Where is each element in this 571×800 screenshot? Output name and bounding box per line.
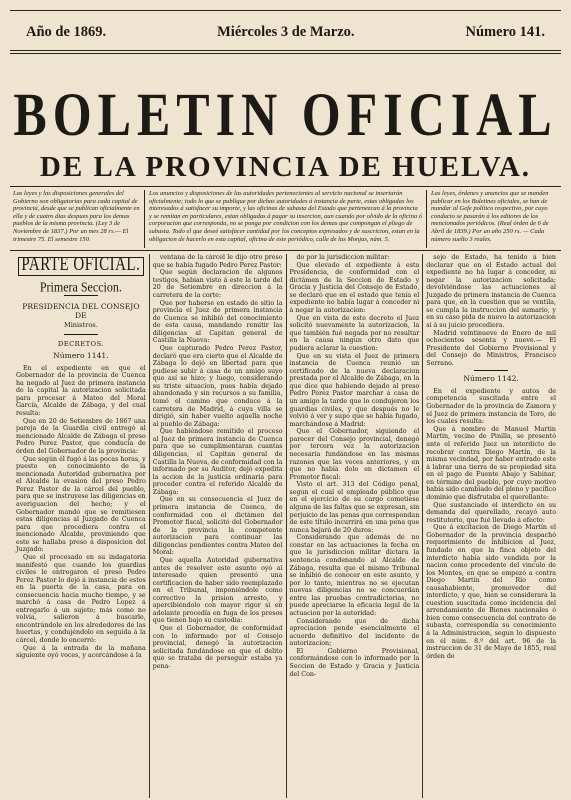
paragraph: En el expediente y autos de competencia suscitada entre el Gobernador de la provincia de Zamora y el Juez de primera instancia de Toro, de los cuales resulta: bbox=[426, 387, 556, 426]
paragraph: Que capturado Pedro Perez Pastor, declaró que era cierto que el Alcalde de Zábaga lo dejó en libertad para que pudiese subir á casa de un amigo suyo que así se hizo; y luego, considerando su triste situacion, pues había dejado abandonada y sin recursos a su familia, tomó el camino que conduce á la carretera de Madrid, á cuya villa se dirigió, sin haber vuelto aquella noche al pueblo de Zábaga: bbox=[152, 345, 283, 428]
column-2 bbox=[149, 254, 286, 798]
section-divider bbox=[64, 295, 98, 296]
paragraph: Que el Gobernador, de conformidad con lo informado por el Consejo provincial, denegó la autorizacion solicitada fundándose en que el delito que se trataba de perseguir estaba ya pena- bbox=[152, 625, 283, 670]
paragraph: Que á nombre de Manuel Martin Martin, vecino de Pinilla, se presentó ante el referido Juez un interdicto de recobrar contra Diego Martín, de la misma vecindad, por haber entrado este á labrar una tierra de su propiedad sita en el pago de Fuente Abajo y Sabinar, en término del pueblo, por cuyo motivo había sido cambiado del pleno y pacífico dominio que disfrutaba el querellante: bbox=[426, 425, 556, 501]
ministry-subheading: Ministros. bbox=[63, 321, 98, 330]
section-title: Primera Seccion. bbox=[39, 278, 122, 295]
paragraph: Que á la entrada de la mañana siguiente oyó voces, y acercándose á la bbox=[16, 644, 146, 660]
decree-number: Número 1141. bbox=[53, 351, 109, 361]
header-rule-double bbox=[10, 53, 561, 54]
paragraph: Madrid veintinueve de Enero de mil ochocientos sesenta y nueve.— El Presidente del Gobierno Provisional y del Consejo de Ministros, Francisco Serrano. bbox=[426, 329, 556, 367]
decree-number: Número 1142. bbox=[463, 374, 519, 384]
issue-header bbox=[10, 14, 561, 50]
ministry-heading: PRESIDENCIA DEL CONSEJO DE bbox=[22, 302, 140, 321]
paragraph: Que á excitacion de Diego Martín el Gobernador de la provincia despachó requerimiento de inhibicion al Juez, fundado en que la finca objeto del interdicto había sido vendida por la nacion como procedente del vinculo de los Montes, en que se empezó a contra Diego Martín del Río como causahabiente, promovedor del interdicto, y que, bien se considerara la cuestion suscitada como incidencia del arrendamiento de Bienes nacionales ó bien como consecuencia del contrato de subasta, correspondía su conocimiento á la Administracion, segun lo dispuesto en el núm. 8.º del art. 96 de la instruccion de 31 de Mayo de 1855, real órden de bbox=[426, 524, 556, 660]
paragraph: Que según declaracion de algunos testigos, habian visto á este la tarde del 20 de Setiembre en direccion á la carretera de la corte: bbox=[152, 269, 283, 299]
parte-oficial-box bbox=[18, 254, 144, 276]
paragraph: Que el Gobernador, siguiendo el parecer del Consejo provincial, denegó por tercera vez la autorizacion necesaria fundándose en las mismas razones que las veces anteriores, y en que no había dolo en dictamen el Promotor fiscal: bbox=[289, 428, 420, 481]
notice-left: Las leyes y las disposiciones generales del Gobierno son obligatorias para cada capital de provincia, desde que se publican oficialmente en ella y de cuatro dias despues para los demas pueblos de la misma provincia. (Ley 3 de Noviembre de 1837.) Por un mes 28 rs.— El trimestre 75. El semestre 150. bbox=[13, 190, 140, 243]
paragraph: Que según él fugó á las pocas horas, y puesto en conocimiento de la mencionada Autoridad gubernativa por el Alcalde la evasion del preso Pedro Perez Pastor de la cárcel del pueblo, para que se instruyese las diligencias en averiguacion del hecho; y el Gobernador mandó que se remitiesen estas diligencias al Juzgado de Cuenca para que procediera contra el mencionado Alcalde, previniendo que este se hallaba preso á disposicion del Juzgado: bbox=[16, 455, 146, 554]
issue-number: Número 141. bbox=[465, 23, 545, 40]
paragraph: En el expediente en que el Gobernador de la provincia de Cuenca ha negado al Juez de primera instancia de la capital la autorizacion solicitada para procesar á Mateo del Moral García, Alcalde de Zábaga, y del cual resulta: bbox=[16, 364, 146, 418]
paragraph: Que en su consecuencia el Juez de primera instancia de Cuenca, de conformidad con el dictámen del Promotor fiscal, solicitó del Gobernador de la provincia la competente autorizacion para continuar las diligencias pendientes contra Mateo del Moral: bbox=[152, 496, 283, 557]
column-1 bbox=[13, 254, 149, 798]
column-4 bbox=[422, 254, 559, 798]
paragraph: El Gobierno Provisional, conformándose con lo informado por la Seccion de Estado y Gracia y Justicia del Con- bbox=[289, 647, 420, 678]
paragraph: Que en vista de este decreto el Juez solicitó nuevamente la autorizacion, la que también fué negada por no resultar en la causa ningun otro dato que pudiera aclarar la cuestion: bbox=[289, 314, 420, 352]
paragraph: Visto el art. 313 del Código penal, segun el cual el empleado público que en el ejercicio de su cargo cometiese alguna de las faltas que se expresan, sin perjuicio de las penas que correspondan de este título incurrirá en una pena que nunca bajará de 20 duros: bbox=[289, 481, 420, 534]
article-columns bbox=[13, 254, 559, 798]
decretos-heading: DECRETOS. bbox=[57, 339, 104, 348]
notice-right: Las leyes, órdenes y anuncios que se manden publicar en los Boletines oficiales, se han de mandar al Gefe político respectivo, por cuyo conducto se pasarán á los editores de los mencionados periódicos. (Real órden de 6 de Abril de 1839.) Por un año 250 rs. — Cada número suelto 3 reales. bbox=[431, 190, 549, 243]
subscription-notices bbox=[13, 190, 559, 248]
paragraph: sejo de Estado, ha tenido á bien declarar que en el Estado actual del expediente no há lugar á conceder, ni negar la autorizacion solicitada; devolviéndose las actuaciones al Juzgado de primera instancia de Cuenca para que, en la cuestion que se ventila, se cumpla la instruccion del sumario, y en su caso pida de nuevo la autorizacion si á su juicio procediera. bbox=[426, 254, 556, 329]
notice-center: Los anuncios y disposiciones de las autoridades pertenecientes al servicio nacional se insertarán oficialmente; todo lo que se publique por dichas autoridades á instancia de parte, estas obligadas los interesados á satisfacer su importe, y las oficinas de subasta del Estado que pertenezcan á la provincia y se remitan en particulares, estan obligadas á pagar su insercion, aun cuando por olvido de la oficina ó corporacion que corresponda, no se ponga por condicion con los demas que compongan el pliego de subasta. Todo el que deseé satisfacer cantidad por los conceptos expresados y de suscricion, estan en la obligacion de hacerlo en esta capital, oficina de este periódico, calle de las Monjas, núm. 5. bbox=[144, 190, 427, 248]
paragraph: Que en 20 de Setiembre de 1867 una pareja de la Guardia civil entregó al mencionado Alcalde de Zábaga el preso Pedro Perez Pastor, que conducía de órden del Gobernador de la provincia: bbox=[16, 417, 146, 455]
column-3 bbox=[286, 254, 423, 798]
masthead-title: BOLETIN OFICIAL bbox=[13, 80, 558, 149]
paragraph: Considerando que de dicha apreciacion pende esencialmente el acuerdo definitivo del incidente de autorizacion; bbox=[289, 617, 420, 648]
paragraph: Que elevado el expediente á esta Presidencia, de conformidad con el dictámen de la Seccion de Estado y Gracia y Justicia del Consejo de Estado, se declaró que en el estado que tenía el expediente no había lugar á conceder ni á negar la autorizacion: bbox=[289, 261, 420, 315]
decree-divider bbox=[474, 370, 508, 371]
paragraph: do por la jurisdiccion militar: bbox=[296, 254, 390, 261]
paragraph: Que habiéndose remitido el proceso al Juez de primera instancia de Cuenca para que se cumplimentaran cuantas diligencias, el Capitan general de Castilla la Nueva, de conformidad con la informado por su Auditor, dejó expedita la accion de la justicia ordinaria para proceder contra el referido Alcalde de Zábaga: bbox=[152, 428, 283, 496]
paragraph: Que el procesado en su indagatoria manifestó que cuando los guardias civiles le entregaron el preso Pedro Perez Pastor lo dejó á instancia de estos en la puerta de la casa, para en consecuencia hacia mucho tiempo, y se marchó á casa de Pedro Lopez á entregarlo á un sujeto; más como no volvía, salieron á buscarle, encontrándole en los alrededores de las huertas, y condujéndolo en seguida á la cárcel, donde lo encerró: bbox=[16, 553, 146, 644]
paragraph: ventana de la cárcel le dijo otro preso que se había fugado Pedro Perez Pastor: bbox=[152, 254, 283, 269]
top-rule bbox=[10, 10, 561, 11]
paragraph: Que aquella Autoridad gubernativa antes de resolver este asunto oyó al interesado quien presentó una certificacion de haber sido reemplazado en el Tribunal, imponiéndole como correctivo la prision arresto, y apercibiéndolo con mayor rigor si en adelante procedía en fuga de los presos que tienen bajo su custodia: bbox=[152, 557, 283, 625]
issue-date: Miércoles 3 de Marzo. bbox=[217, 23, 355, 40]
issue-year: Año de 1869. bbox=[26, 23, 107, 40]
paragraph: Que en su vista el Juez de primera instancia de Cuenca reunió un certificado de la nueva declaracion prestada por el Alcalde de Zábaga, en la que dice que habiendo dejado al preso Pedro Perez Pastor marchar á casa de un amigo la tarde que lo condujeron los guardias civiles, y que después no le volvió á ver y supo que se había fugado, marchándose á Madrid: bbox=[289, 352, 420, 428]
header-rule bbox=[10, 50, 561, 51]
paragraph: Que por haberse en estado de sitio la provincia el Juez de primera instancia de Cuenca se inhibió del conocimiento de esta causa, mandando remitir las diligencias al Capitan general de Castilla la Nueva: bbox=[152, 299, 283, 345]
parte-oficial-label: PARTE OFICIAL. bbox=[21, 254, 141, 276]
masthead-rule bbox=[10, 186, 561, 187]
notices-rule bbox=[10, 250, 561, 251]
paragraph: Que sustanciado el interdicto en su demanda del querellado, recayó auto restitutorio, que fué llevado á efecto: bbox=[426, 501, 556, 524]
ministry-divider bbox=[64, 334, 98, 335]
paragraph: Considerando que además de no constar en las actuaciones la fecha en que la jurisdiccion militar dictara la sentencia condenando al Alcalde de Zábaga, resulta que el mismo Tribunal se inhibió de conocer en este asunto, y por lo tanto, mientras no se ejecutan nuevas diligencias no se concuerdan entre las pruebas contradictorias, no puede apreciarse la eficacia legal de la actuacion por la autoridad: bbox=[289, 534, 420, 617]
masthead-subtitle: DE LA PROVINCIA DE HUELVA. bbox=[39, 151, 532, 183]
